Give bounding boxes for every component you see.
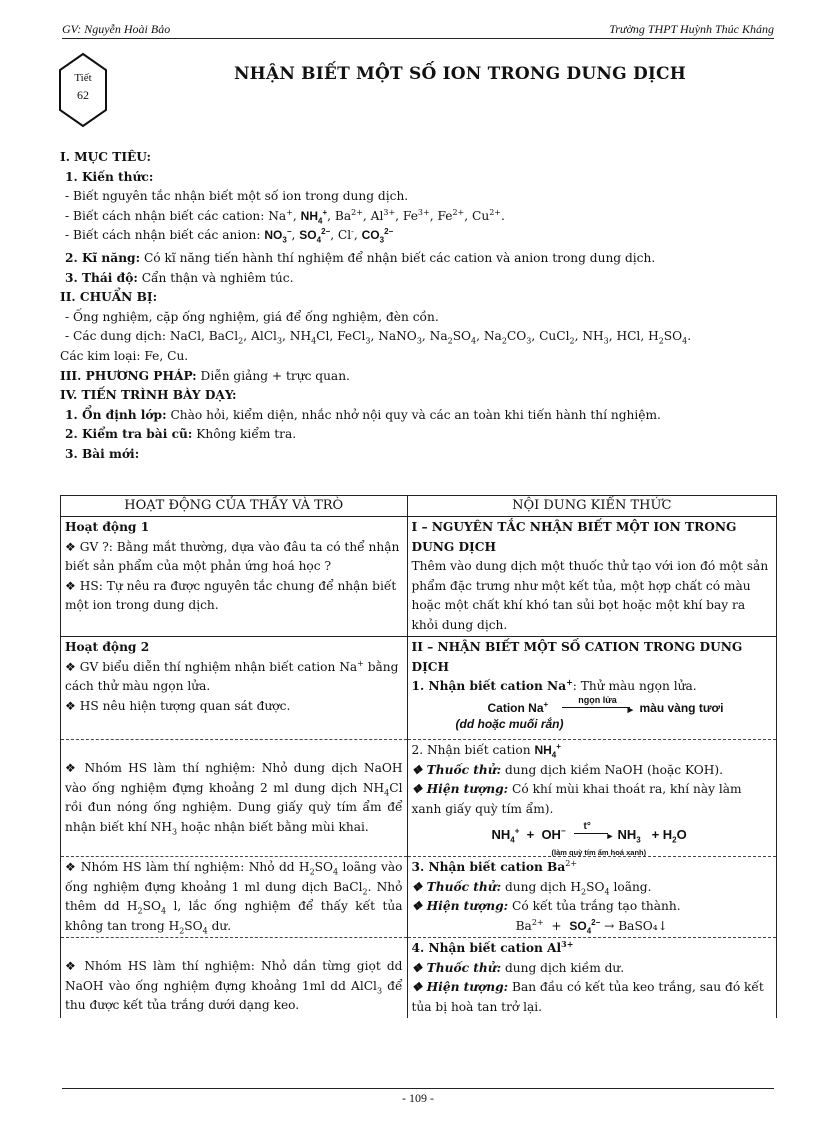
- method-line: [60, 367, 776, 387]
- eq-arrow-label: ngọn lửa: [578, 694, 617, 705]
- attitude-line: [60, 269, 776, 289]
- cation-list-prefix: - Biết cách nhận biết các cation: Na: [65, 208, 287, 223]
- eq-right: màu vàng tươi: [639, 700, 724, 715]
- heat-symbol: t°: [583, 821, 591, 832]
- lesson-body: [60, 148, 776, 465]
- reagent-text-2: loãng.: [609, 879, 652, 894]
- anion-list-prefix: - Biết cách nhận biết các anion:: [65, 228, 261, 243]
- eq-note: (làm quỳ tím ẩm hoá xanh): [551, 848, 647, 857]
- lesson-label: Tiết: [74, 72, 92, 84]
- ba-exp-text-2: loãng vào ống nghiệm đựng khoảng 1 ml dung dịch BaCl: [65, 860, 403, 894]
- arrow-head-icon: ►: [605, 831, 615, 841]
- prep-heading: II. CHUẨN BỊ:: [60, 290, 158, 305]
- prep-line-3: Các kim loại: Fe, Cu.: [60, 348, 189, 363]
- student-observe: ❖ HS nêu hiện tượng quan sát được.: [65, 698, 291, 713]
- nh4-test-title: 2. Nhận biết cation $NH_4^+$: [411, 742, 561, 760]
- table-header-row: [61, 496, 777, 517]
- activity-title: Hoạt động 2: [65, 640, 150, 654]
- class-order-text: Chào hỏi, kiểm diện, nhắc nhở nội quy và các an toàn khi tiến hành thí nghiệm.: [166, 407, 661, 422]
- review-text: Không kiểm tra.: [192, 427, 297, 442]
- content-cell: [407, 637, 777, 740]
- content-cell: [407, 857, 777, 938]
- knowledge-line-3: - Biết cách nhận biết các anion: $NO_3^-$, $SO_4^{2-}$, Cl-, $CO_3^{2-}$: [65, 227, 394, 245]
- review-line: [60, 425, 776, 445]
- content-text: Thêm vào dung dịch một thuốc thử tạo với ion đó một sản phẩm đặc trưng như một kết tủa, một hợp chất có màu hoặc một chất khí khó tan sủi bọt hoặc một khí bay ra khỏi dung dịch.: [411, 559, 769, 632]
- ba-reagent: ❖ Thuốc thử: dung dịch $H_2SO_4$ loãng.: [411, 879, 652, 896]
- phenomenon-text: Ban đầu có kết tủa keo trắng, sau đó kết tủa bị hoà tan trở lại.: [411, 980, 764, 1014]
- table-row: [61, 938, 777, 1019]
- student-answer: ❖ HS: Tự nêu ra được nguyên tắc chung để nhận biết một ion trong dung dịch.: [65, 578, 397, 612]
- al-exp-text-2: để thu được kết tủa trắng dưới dạng keo.: [65, 978, 403, 1012]
- ba-exp-so: SO: [314, 860, 334, 874]
- table-row: [61, 740, 777, 857]
- prep-line-1: - Ống nghiệm, cặp ống nghiệm, giá để ống nghiệm, đèn cồn.: [65, 309, 439, 324]
- column-header-activities: HOẠT ĐỘNG CỦA THẦY VÀ TRÒ: [61, 496, 408, 517]
- skills-heading: 2. Kĩ năng:: [65, 250, 141, 265]
- activity-cell: [61, 517, 408, 637]
- eq-note: (dd hoặc muối rắn): [455, 716, 564, 731]
- al-reagent: [412, 959, 773, 979]
- school-name: Trường THPT Huỳnh Thúc Kháng: [609, 22, 774, 36]
- knowledge-line-2: - Biết cách nhận biết các cation: Na+, $NH_4^+$, $Ba^{2+}$, $Al^{3+}$, $Fe^{3+}$, $Fe^{2+}$, $Cu^{2+}$.: [65, 207, 505, 226]
- column-header-content: NỘI DUNG KIẾN THỨC: [407, 496, 777, 517]
- al-test-title: 4. Nhận biết cation $Al^{3+}$: [411, 938, 574, 955]
- arrow-icon: [574, 833, 608, 834]
- phenomenon-text: Có khí mùi khai thoát ra, khí này làm xanh giấy quỳ tím ẩm).: [411, 782, 742, 816]
- reagent-label: ❖ Thuốc thử:: [411, 879, 502, 894]
- activity-cell: [61, 857, 408, 938]
- ba-phenomenon: [412, 897, 773, 917]
- attitude-heading: 3. Thái độ:: [65, 270, 138, 285]
- review-heading: 2. Kiểm tra bài cũ:: [65, 427, 193, 442]
- page-header: [62, 22, 774, 39]
- teacher-demo: ❖ GV biểu diễn thí nghiệm nhận biết cation Na+ bằng cách thử màu ngọn lửa.: [65, 658, 399, 693]
- activity-cell: [61, 637, 408, 740]
- nh4-experiment: ❖ Nhóm HS làm thí nghiệm: Nhỏ dung dịch NaOH vào ống nghiệm đựng khoảng 2 ml dung dịch $NH_4Cl$ rồi đun nóng ống nghiệm. Dung giấy quỳ tím ẩm để nhận biết khí $NH_3$ hoặc nhận biết bằng mùi khai.: [65, 761, 403, 836]
- content-heading: II – NHẬN BIẾT MỘT SỐ CATION TRONG DUNG DỊCH: [411, 640, 743, 674]
- skills-text: Có kĩ năng tiến hành thí nghiệm để nhận biết các cation và anion trong dung dịch.: [140, 250, 656, 265]
- solutions-prefix: - Các dung dịch: NaCl, BaCl: [65, 329, 239, 344]
- prep-line-2: - Các dung dịch: NaCl, BaCl$_2$, AlCl$_3$, $NH_4Cl$, FeCl$_3$, NaNO$_3$, $Na_2SO_4$, $Na_2CO_3$, CuCl$_2$, $NH_3$, HCl, $H_2SO_4$.: [65, 329, 692, 346]
- ba-exp-text-4: l, lắc ống nghiệm để thấy kết tủa không tan trong H: [65, 899, 403, 933]
- process-heading: IV. TIẾN TRÌNH BÀY DẠY:: [60, 388, 237, 403]
- arrow-icon: [562, 707, 630, 708]
- activity-cell: [61, 740, 408, 857]
- ba-test-title: 3. Nhận biết cation $Ba^{2+}$: [411, 858, 578, 874]
- class-order-line: [60, 406, 776, 426]
- nh4-exp-text: ❖ Nhóm HS làm thí nghiệm: Nhỏ dung dịch NaOH vào ống nghiệm đựng khoảng 2 ml dung dịch NH: [65, 761, 403, 795]
- lesson-table: [60, 495, 777, 1018]
- reagent-text: dung dịch kiềm NaOH (hoặc KOH).: [501, 762, 723, 777]
- phenomenon-label: ❖ Hiện tượng:: [411, 899, 509, 913]
- method-text: Diễn giảng + trực quan.: [196, 368, 350, 383]
- ba-equation: $Ba^{2+} + SO_4^{2-}$ → BaSO₄↓: [515, 917, 668, 935]
- lesson-badge: [58, 52, 108, 128]
- na-test-method: : Thử màu ngọn lửa.: [572, 679, 697, 693]
- table-row: [61, 517, 777, 637]
- attitude-text: Cẩn thận và nghiêm túc.: [137, 270, 294, 285]
- al-test-heading: 4. Nhận biết cation Al: [411, 941, 562, 955]
- nh4-exp-text-2: Cl rồi đun nóng ống nghiệm. Dung giấy quỳ tím ẩm để nhận biết khí NH: [65, 780, 403, 834]
- eq-left-text: Cation Na: [487, 700, 544, 715]
- phenomenon-label: ❖ Hiện tượng:: [411, 980, 509, 994]
- nh4-exp-text-3: hoặc nhận biết bằng mùi khai.: [177, 819, 369, 834]
- ba-exp-text-3: . Nhỏ thêm dd H: [65, 879, 403, 913]
- cation-list-al: Al: [370, 208, 384, 223]
- table-row: [61, 637, 777, 740]
- objectives-heading: I. MỤC TIÊU:: [60, 150, 152, 164]
- method-heading: III. PHƯƠNG PHÁP:: [60, 368, 197, 383]
- nh4-test-heading: 2. Nhận biết cation: [411, 743, 531, 757]
- knowledge-heading: 1. Kiến thức:: [65, 169, 154, 184]
- nh4-reagent: [412, 761, 773, 781]
- reagent-text: dung dịch H: [501, 879, 582, 894]
- al-exp-text: ❖ Nhóm HS làm thí nghiệm: Nhỏ dần từng giọt dd NaOH vào ống nghiệm đựng khoảng 1ml dd AlCl: [65, 959, 403, 993]
- arrow-head-icon: ►: [625, 704, 636, 716]
- cation-list-ba: , Ba: [327, 208, 352, 223]
- al-phenomenon: [412, 978, 773, 1017]
- content-heading: I – NGUYÊN TẮC NHẬN BIẾT MỘT ION TRONG DUNG DỊCH: [411, 520, 737, 554]
- page-number: - 109 -: [402, 1091, 434, 1105]
- knowledge-line-1: - Biết nguyên tắc nhận biết một số ion trong dung dịch.: [65, 189, 409, 204]
- reagent-label: ❖ Thuốc thử:: [411, 762, 502, 777]
- teacher-demo-text: ❖ GV biểu diễn thí nghiệm nhận biết cation Na: [65, 659, 358, 674]
- ba-experiment: ❖ Nhóm HS làm thí nghiệm: Nhỏ dd $H_2SO_4$ loãng vào ống nghiệm đựng khoảng 1 ml dung dịch BaCl$_2$. Nhỏ thêm dd $H_2SO_4$ l, lắc ống nghiệm để thấy kết tủa không tan trong $H_2SO_4$ dư.: [65, 860, 403, 935]
- na-test-heading: 1. Nhận biết cation Na: [411, 679, 567, 693]
- page-footer: [62, 1088, 774, 1105]
- class-order-heading: 1. Ổn định lớp:: [65, 407, 167, 422]
- teacher-question: ❖ GV ?: Bằng mắt thường, dựa vào đâu ta có thể nhận biết sản phẩm của một phản ứng hoá học ?: [65, 539, 400, 573]
- nh4-phenomenon: [412, 780, 773, 819]
- teacher-name: GV: Nguyễn Hoài Bảo: [62, 22, 171, 36]
- skills-line: [60, 249, 776, 269]
- reagent-label: ❖ Thuốc thử:: [411, 960, 502, 975]
- phenomenon-label: ❖ Hiện tượng:: [411, 782, 509, 796]
- ba-exp-text: ❖ Nhóm HS làm thí nghiệm: Nhỏ dd H: [65, 860, 310, 874]
- flame-test-equation: [412, 694, 773, 731]
- eq-products: $NH_3 + H_2O$: [617, 827, 687, 845]
- al-experiment: ❖ Nhóm HS làm thí nghiệm: Nhỏ dần từng giọt dd NaOH vào ống nghiệm đựng khoảng 1ml dd AlCl$_3$ để thu được kết tủa trắng dưới dạng keo.: [65, 959, 403, 1012]
- content-cell: [407, 517, 777, 637]
- eq-left: Cation Na+: [487, 699, 549, 715]
- activity-title: Hoạt động 1: [65, 520, 150, 534]
- activity-cell: [61, 938, 408, 1019]
- table-row: [61, 857, 777, 938]
- na-test-title: 1. Nhận biết cation Na+: Thử màu ngọn lửa.: [411, 676, 697, 693]
- ba-exp-text-5: dư.: [207, 918, 232, 933]
- page-title: NHẬN BIẾT MỘT SỐ ION TRONG DUNG DỊCH: [233, 64, 687, 84]
- phenomenon-text: Có kết tủa trắng tạo thành.: [508, 899, 681, 913]
- reagent-text: dung dịch kiềm dư.: [501, 960, 625, 975]
- ba-test-heading: 3. Nhận biết cation Ba: [411, 860, 566, 874]
- lesson-number: 62: [77, 88, 89, 102]
- teacher-demo-tail: bằng cách thử màu ngọn lửa.: [65, 659, 399, 693]
- nh4-equation: [412, 819, 773, 855]
- new-lesson-heading: 3. Bài mới:: [65, 446, 140, 461]
- content-cell: [407, 938, 777, 1019]
- content-cell: [407, 740, 777, 857]
- ba-eq-product: → BaSO₄↓: [604, 918, 668, 933]
- eq-term-nh4: $NH_4^+ + OH^-$: [491, 826, 566, 845]
